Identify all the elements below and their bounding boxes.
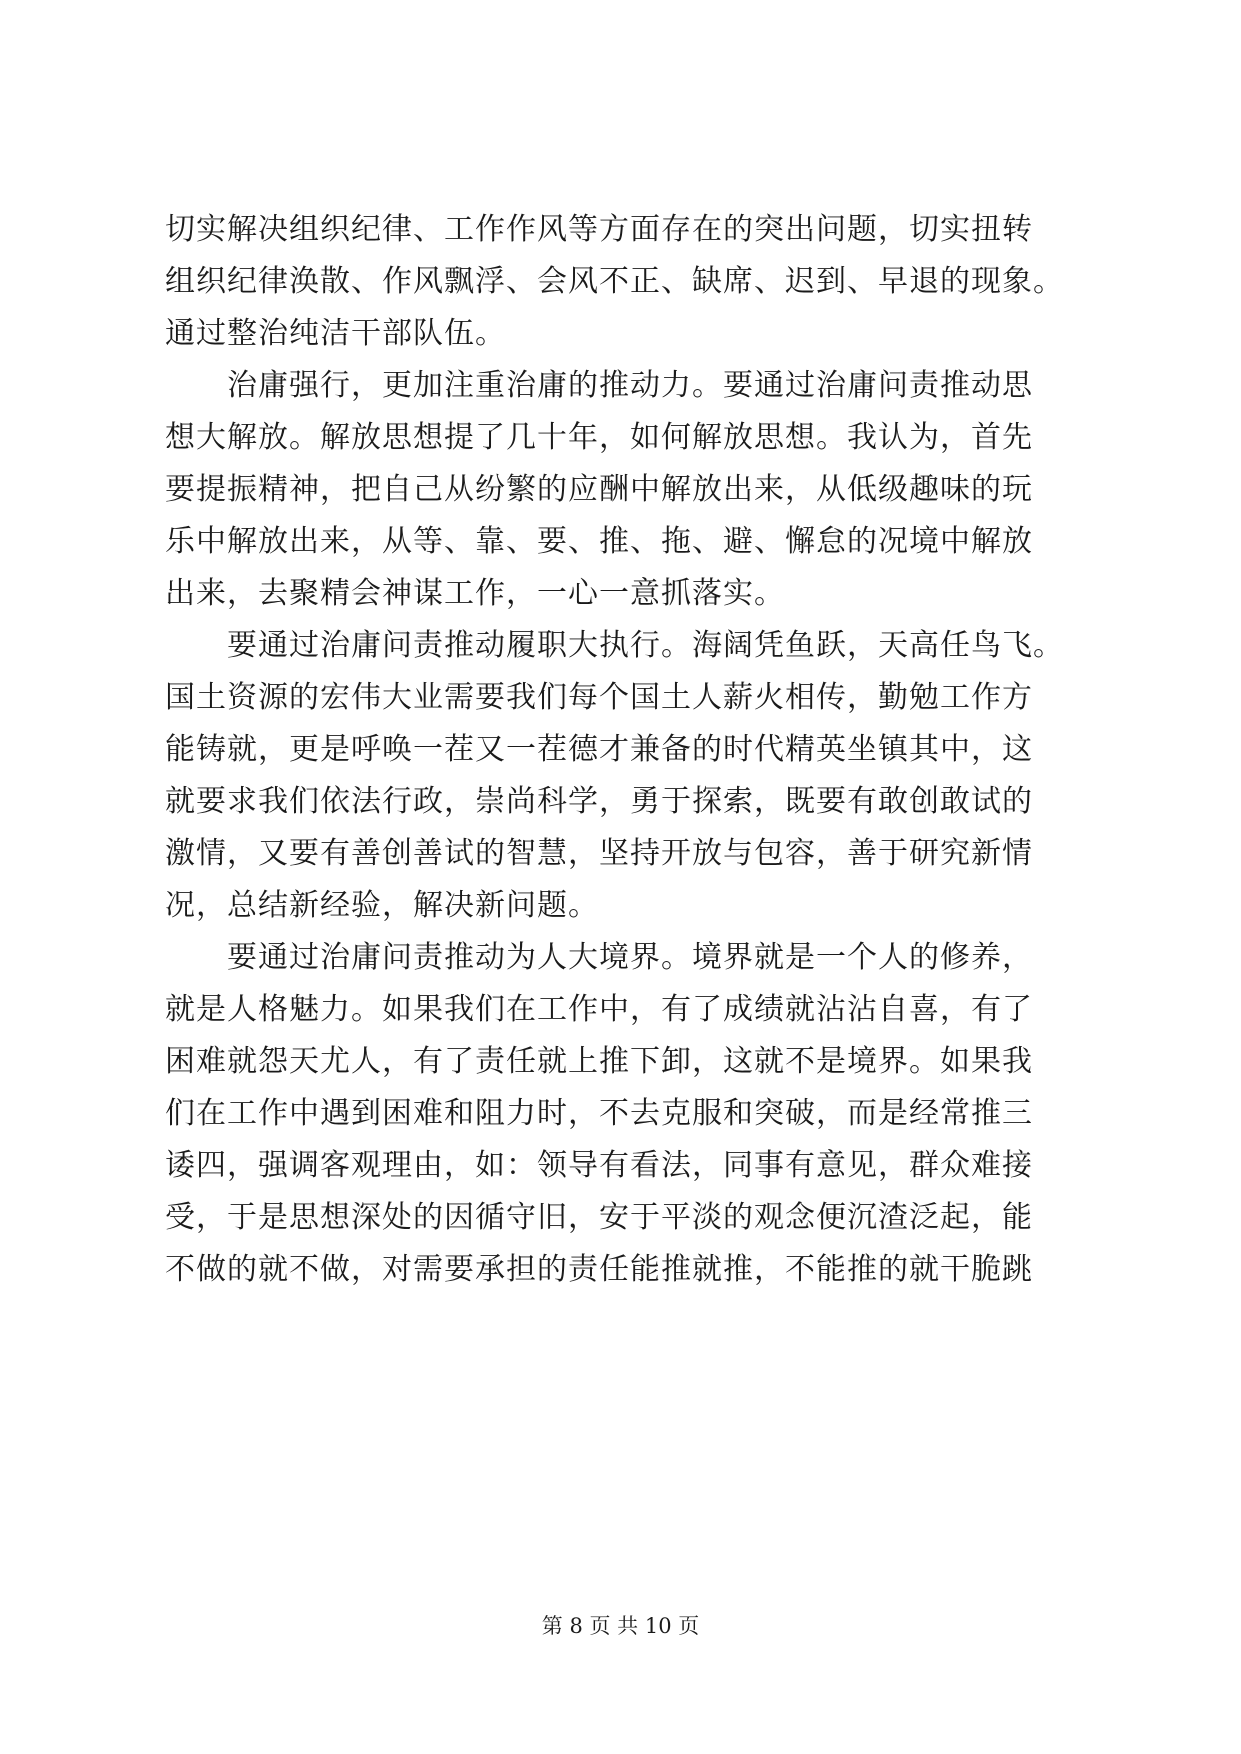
- text-line: 激情，又要有善创善试的智慧，坚持开放与包容，善于研究新情: [165, 836, 1033, 871]
- text-line: 受，于是思想深处的因循守旧，安于平淡的观念便沉渣泛起，能: [165, 1200, 1033, 1235]
- text-line: 想大解放。解放思想提了几十年，如何解放思想。我认为，首先: [165, 420, 1033, 455]
- text-line: 要提振精神，把自己从纷繁的应酬中解放出来，从低级趣味的玩: [165, 472, 1033, 507]
- text-line: 况，总结新经验，解决新问题。: [165, 888, 599, 923]
- text-line: 切实解决组织纪律、工作作风等方面存在的突出问题，切实扭转: [165, 212, 1033, 247]
- text-line: 要通过治庸问责推动为人大境界。境界就是一个人的修养，: [165, 940, 1033, 975]
- text-line: 要通过治庸问责推动履职大执行。海阔凭鱼跃，天高任鸟飞。: [165, 628, 1064, 663]
- page-footer: 第 8 页 共 10 页: [541, 1614, 700, 1638]
- text-line: 就是人格魅力。如果我们在工作中，有了成绩就沾沾自喜，有了: [165, 992, 1033, 1027]
- text-line: 不做的就不做，对需要承担的责任能推就推，不能推的就干脆跳: [165, 1252, 1033, 1287]
- text-line: 治庸强行，更加注重治庸的推动力。要通过治庸问责推动思: [165, 368, 1033, 403]
- text-line: 出来，去聚精会神谋工作，一心一意抓落实。: [165, 576, 785, 611]
- text-line: 就要求我们依法行政，崇尚科学，勇于探索，既要有敢创敢试的: [165, 784, 1033, 819]
- text-line: 国土资源的宏伟大业需要我们每个国土人薪火相传，勤勉工作方: [165, 680, 1033, 715]
- text-line: 组织纪律涣散、作风飘浮、会风不正、缺席、迟到、早退的现象。: [165, 264, 1064, 299]
- text-line: 能铸就，更是呼唤一茬又一茬德才兼备的时代精英坐镇其中，这: [165, 732, 1033, 767]
- text-line: 乐中解放出来，从等、靠、要、推、拖、避、懈怠的况境中解放: [165, 524, 1033, 559]
- text-line: 诿四，强调客观理由，如：领导有看法，同事有意见，群众难接: [165, 1148, 1033, 1183]
- text-line: 们在工作中遇到困难和阻力时，不去克服和突破，而是经常推三: [165, 1096, 1033, 1131]
- text-line: 通过整治纯洁干部队伍。: [165, 316, 506, 351]
- text-line: 困难就怨天尤人，有了责任就上推下卸，这就不是境界。如果我: [165, 1044, 1033, 1079]
